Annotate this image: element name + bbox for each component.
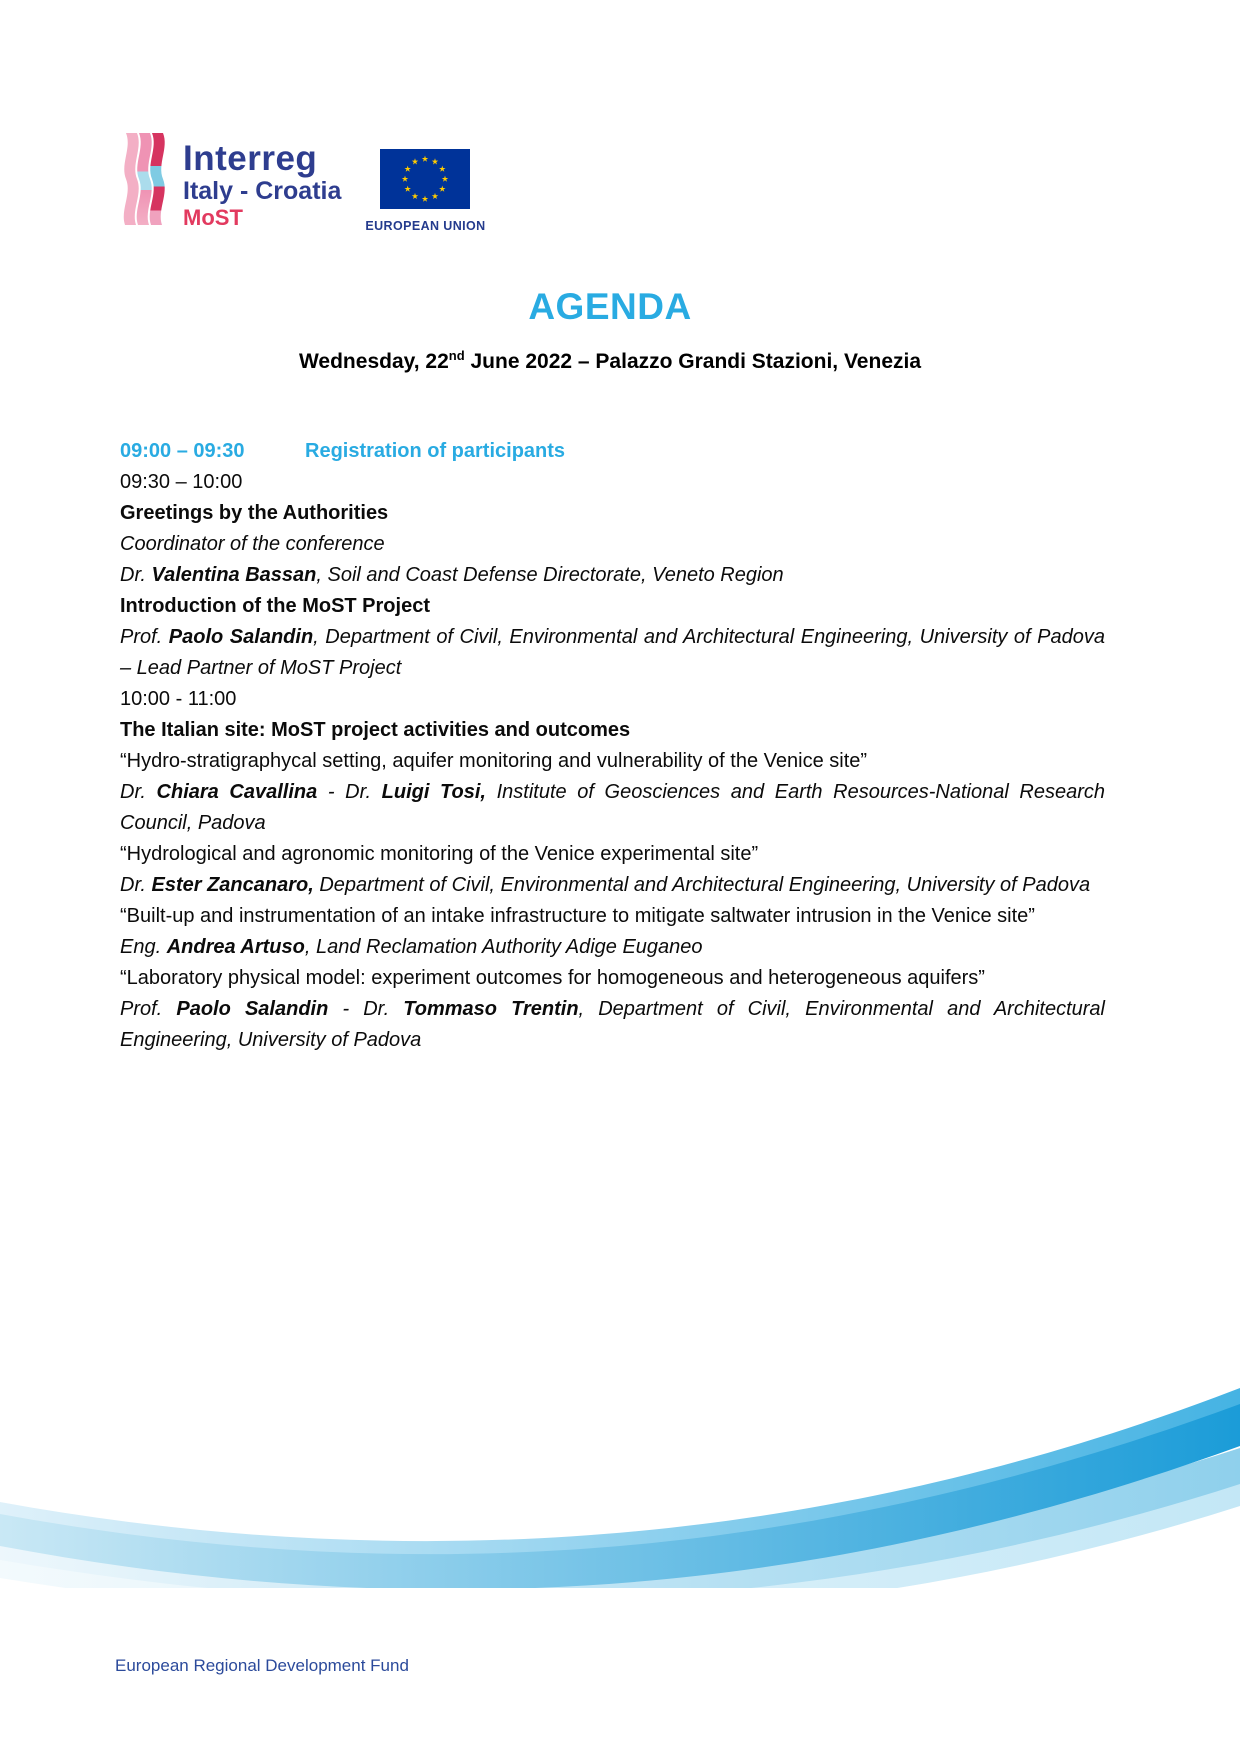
intro-title: Introduction of the MoST Project bbox=[120, 595, 430, 617]
page-title: AGENDA bbox=[528, 286, 692, 327]
speaker-name: Paolo Salandin bbox=[168, 626, 314, 648]
speaker-name: Ester Zancanaro, bbox=[151, 874, 314, 896]
speaker-name: Paolo Salandin bbox=[176, 998, 329, 1020]
brand-project: MoST bbox=[183, 205, 243, 230]
talk-title: “Hydro-stratigraphycal setting, aquifer monitoring and vulnerability of the Venice site” bbox=[120, 750, 868, 772]
agenda-content bbox=[120, 436, 1105, 1056]
session2-time: 10:00 - 11:00 bbox=[120, 688, 237, 710]
eu-flag-icon bbox=[380, 148, 470, 210]
talk-title: “Laboratory physical model: experiment outcomes for homogeneous and heterogeneous aquifers” bbox=[120, 967, 985, 989]
speaker-name: Chiara Cavallina bbox=[156, 781, 318, 803]
eu-flag-label: EUROPEAN UNION bbox=[365, 219, 486, 233]
interreg-logo-mark-icon bbox=[118, 133, 170, 225]
intro-speaker-line: Prof. Paolo Salandin, Department of Civil, Environmental and Architectural Engineering, University of Padova – Lead Partner of MoST Project bbox=[120, 626, 1105, 679]
speaker-name: Valentina Bassan bbox=[151, 564, 317, 586]
speaker-name: Andrea Artuso bbox=[166, 936, 305, 958]
talk-title: “Built-up and instrumentation of an intake infrastructure to mitigate saltwater intrusion in the Venice site” bbox=[120, 905, 1035, 927]
logo-header bbox=[118, 133, 486, 233]
session1-time: 09:30 – 10:00 bbox=[120, 471, 243, 493]
brand-interreg: Interreg bbox=[183, 139, 318, 178]
registration-label: Registration of participants bbox=[305, 440, 566, 462]
speaker-name: Luigi Tosi, bbox=[381, 781, 486, 803]
brand-program: Italy - Croatia bbox=[183, 177, 342, 205]
talk-title: “Hydrological and agronomic monitoring of the Venice experimental site” bbox=[120, 843, 759, 865]
session1-title: Greetings by the Authorities bbox=[120, 502, 389, 524]
eu-flag-block bbox=[365, 148, 485, 233]
coordinator-line: Dr. Valentina Bassan, Soil and Coast Defense Directorate, Veneto Region bbox=[120, 564, 784, 586]
talk-speakers: Dr. Chiara Cavallina - Dr. Luigi Tosi, Institute of Geosciences and Earth Resources-National Research Council, Padova bbox=[120, 781, 1106, 834]
footer-fund-label: European Regional Development Fund bbox=[115, 1656, 409, 1675]
talk-speakers: Dr. Ester Zancanaro, Department of Civil, Environmental and Architectural Engineering, University of Padova bbox=[120, 874, 1091, 896]
talk-speakers: Eng. Andrea Artuso, Land Reclamation Authority Adige Euganeo bbox=[120, 936, 703, 958]
date-prefix: Wednesday, 22 bbox=[298, 350, 449, 373]
session2-title: The Italian site: MoST project activities and outcomes bbox=[120, 719, 631, 741]
logo-wordmark bbox=[183, 141, 341, 230]
date-ordinal: nd bbox=[448, 348, 465, 363]
event-date-line bbox=[0, 348, 1220, 374]
registration-time: 09:00 – 09:30 bbox=[120, 440, 245, 462]
wave-graphic bbox=[0, 1388, 1240, 1588]
speaker-name: Tommaso Trentin bbox=[403, 998, 579, 1020]
talk-speakers: Prof. Paolo Salandin - Dr. Tommaso Trentin, Department of Civil, Environmental and Architectural Engineering, University of Padova bbox=[120, 998, 1105, 1051]
coordinator-label: Coordinator of the conference bbox=[120, 533, 385, 555]
date-suffix: June 2022 – Palazzo Grandi Stazioni, Venezia bbox=[464, 350, 922, 373]
registration-row bbox=[120, 436, 1105, 467]
